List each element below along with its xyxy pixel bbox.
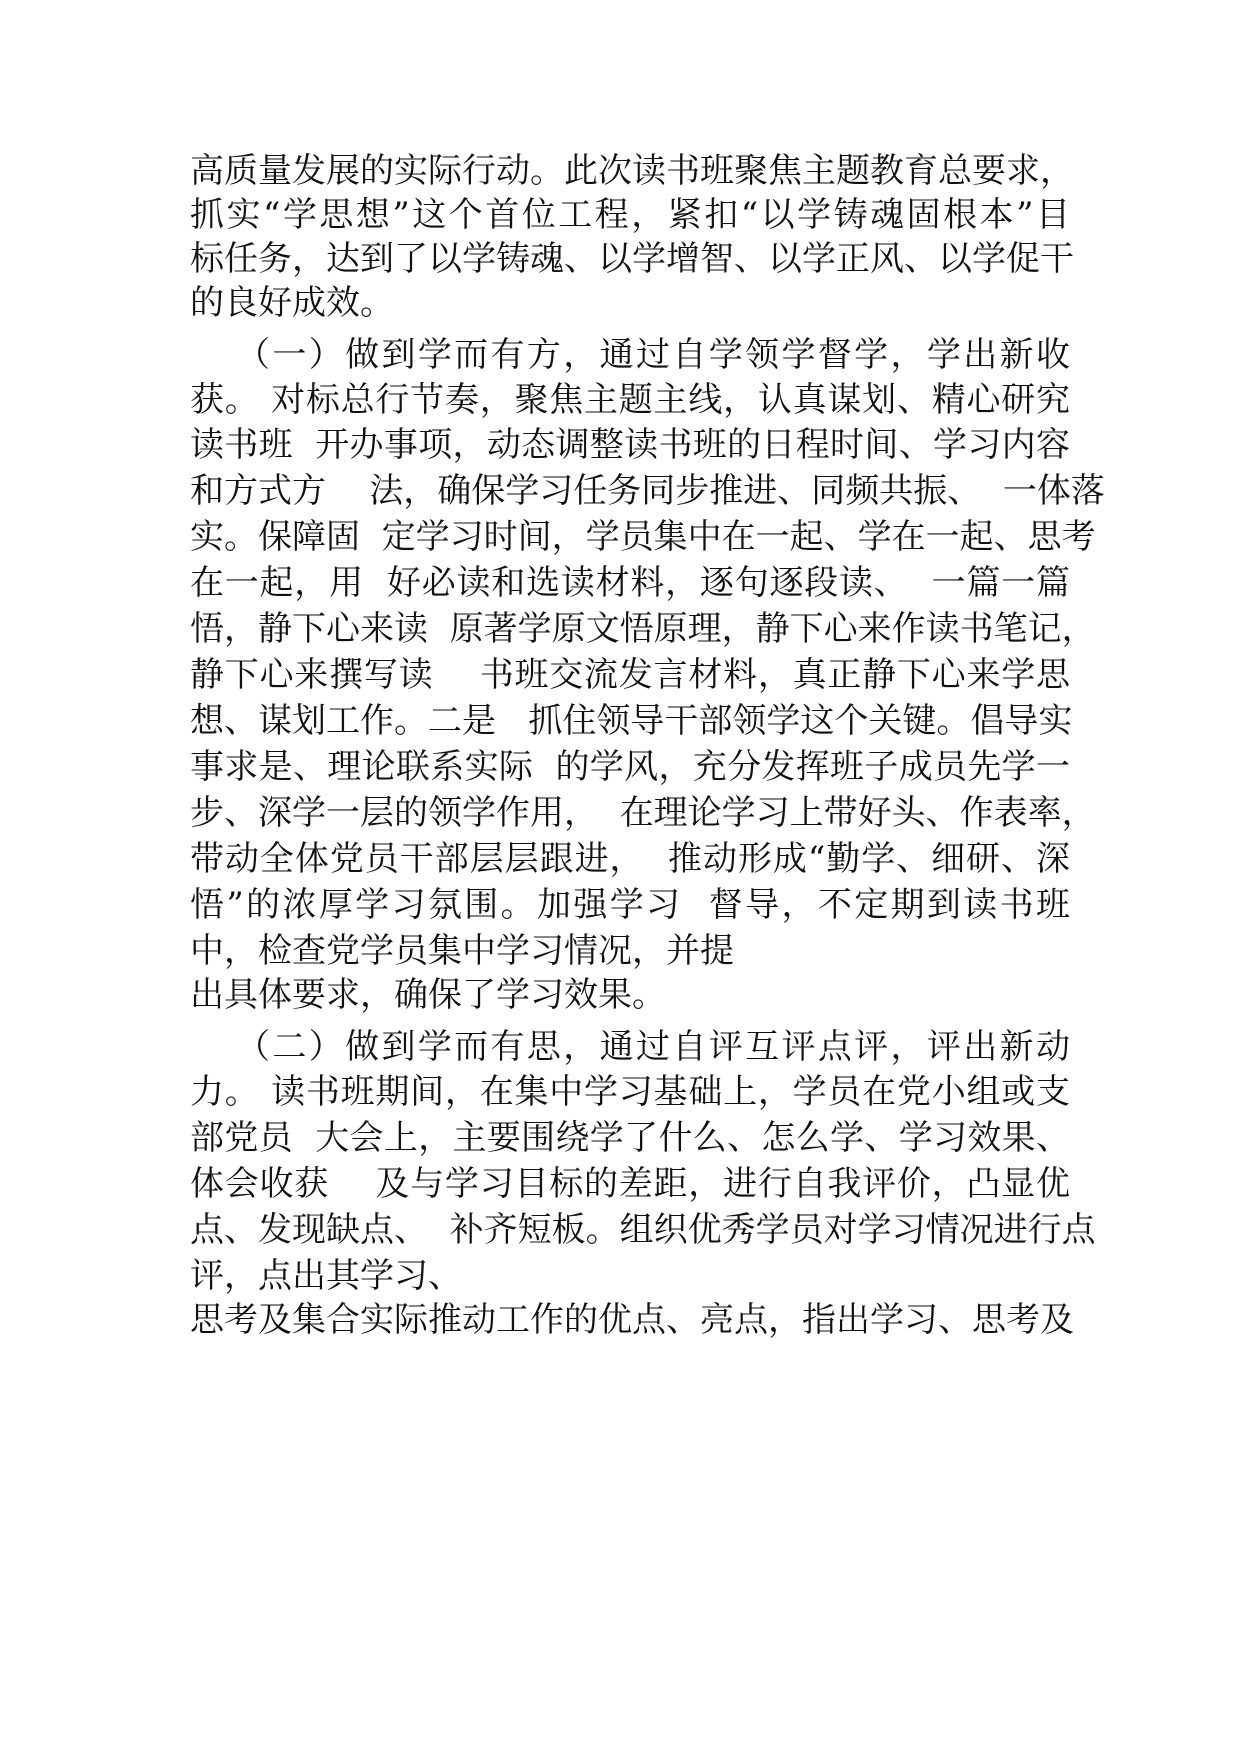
section1-line-2: 获。 对标总行节奏，聚焦主题主线，认真谋划、精心研究 [190,380,1070,420]
section1-line-10: 事求是、理论联系实际 的学风，充分发挥班子成员先学一 [190,747,1070,787]
section1-line-7: 悟，静下心来读 原著学原文悟原理，静下心来作读书笔记， [190,609,1096,649]
section2-heading-line: （二）做到学而有思，通过自评互评点评，评出新动 [236,1027,1070,1067]
section2-line-7: 思考及集合实际推动工作的优点、亮点，指出学习、思考及 [190,1300,1074,1340]
section1-line-3: 读书班 开办事项，动态调整读书班的日程时间、学习内容 [190,425,1070,465]
section2-line-6: 评，点出其学习、 [190,1256,462,1296]
section1-line-9: 想、谋划工作。二是 抓住领导干部领学这个关键。倡导实 [190,701,1073,741]
section1-line-5: 实。保障固 定学习时间，学员集中在一起、学在一起、思考 [190,517,1096,557]
section1-line-11: 步、深学一层的领学作用， 在理论学习上带好头、作表率， [190,793,1096,833]
section1-line-4: 和方式方 法，确保学习任务同步推进、同频共振、 一体落 [190,471,1105,511]
section2-line-2: 力。 读书班期间，在集中学习基础上，学员在党小组或支 [190,1072,1070,1112]
section1-line-8: 静下心来撰写读 书班交流发言材料，真正静下心来学思 [190,655,1070,695]
section1-line-13: 悟”的浓厚学习氛围。加强学习 督导，不定期到读书班 [190,885,1070,925]
section1-line-12: 带动全体党员干部层层跟进， 推动形成“勤学、细研、深 [190,839,1070,879]
intro-line-3: 标任务，达到了以学铸魂、以学增智、以学正风、以学促干 [190,239,1074,279]
section2-line-4: 体会收获 及与学习目标的差距，进行自我评价，凸显优 [190,1164,1070,1204]
section1-line-15: 出具体要求，确保了学习效果。 [190,975,666,1015]
intro-line-4: 的良好成效。 [190,283,394,323]
intro-line-1: 高质量发展的实际行动。此次读书班聚焦主题教育总要求， [190,151,1074,191]
section1-line-14: 中，检查党学员集中学习情况，并提 [190,931,734,971]
intro-line-2: 抓实“学思想”这个首位工程，紧扣“以学铸魂固根本”目 [190,195,1070,235]
section2-line-3: 部党员 大会上，主要围绕学了什么、怎么学、学习效果、 [190,1118,1070,1158]
section2-line-5: 点、发现缺点、 补齐短板。组织优秀学员对学习情况进行点 [190,1210,1096,1250]
section1-line-6: 在一起，用 好必读和选读材料，逐句逐段读、 一篇一篇 [190,563,1070,603]
section1-heading-line: （一）做到学而有方，通过自学领学督学，学出新收 [236,335,1070,375]
